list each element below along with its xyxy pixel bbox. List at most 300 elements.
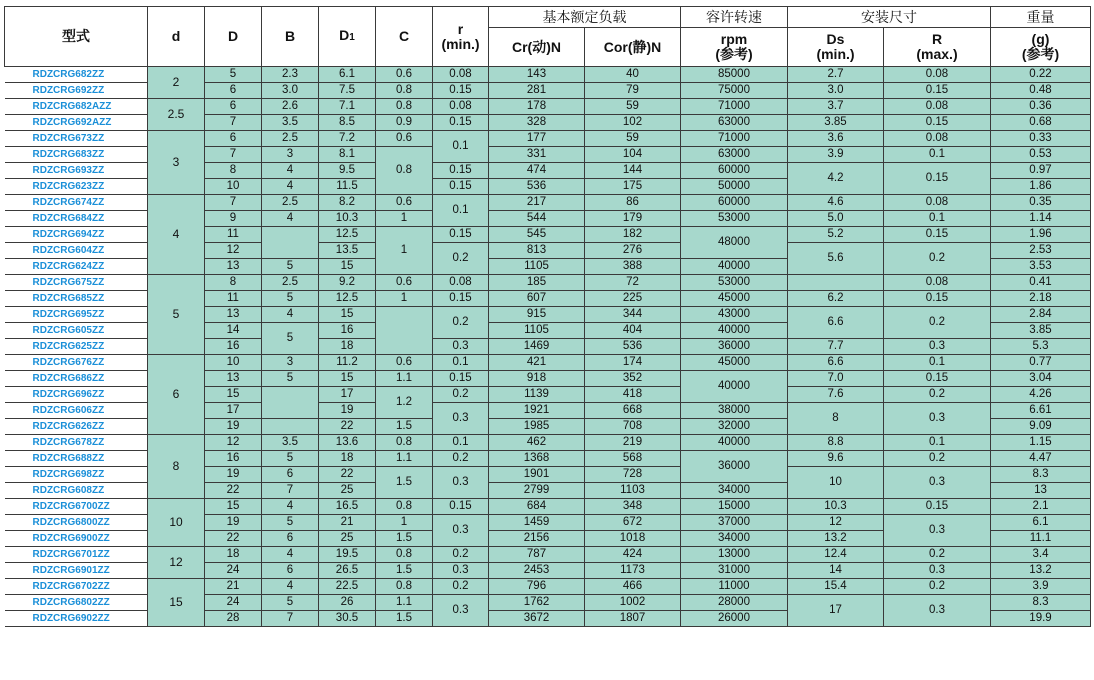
cell-cor: 344 xyxy=(585,307,681,323)
cell-b xyxy=(262,227,319,259)
cell-b: 4 xyxy=(262,547,319,563)
cell-r: 0.3 xyxy=(433,563,489,579)
cell-d1: 7.2 xyxy=(319,131,376,147)
cell-rpm: 71000 xyxy=(681,99,788,115)
cell-cor: 219 xyxy=(585,435,681,451)
cell-d: 22 xyxy=(205,531,262,547)
cell-r: 0.2 xyxy=(884,243,991,275)
model-code[interactable]: RDZCRG676ZZ xyxy=(5,355,148,371)
cell-d1: 15 xyxy=(319,307,376,323)
model-code[interactable]: RDZCRG696ZZ xyxy=(5,387,148,403)
cell-d: 12 xyxy=(205,243,262,259)
model-code[interactable]: RDZCRG698ZZ xyxy=(5,467,148,483)
cell-g: 0.22 xyxy=(991,67,1091,83)
cell-r: 0.3 xyxy=(884,515,991,547)
model-code[interactable]: RDZCRG684ZZ xyxy=(5,211,148,227)
cell-d: 21 xyxy=(205,579,262,595)
cell-cr: 143 xyxy=(489,67,585,83)
cell-cr: 684 xyxy=(489,499,585,515)
cell-c: 0.8 xyxy=(376,579,433,595)
cell-g: 9.09 xyxy=(991,419,1091,435)
cell-d: 22 xyxy=(205,483,262,499)
cell-b: 5 xyxy=(262,371,319,387)
cell-r: 0.15 xyxy=(884,291,991,307)
cell-ds: 3.6 xyxy=(788,131,884,147)
cell-rpm: 40000 xyxy=(681,323,788,339)
model-code[interactable]: RDZCRG674ZZ xyxy=(5,195,148,211)
model-code[interactable]: RDZCRG688ZZ xyxy=(5,451,148,467)
cell-c: 1.1 xyxy=(376,451,433,467)
cell-d: 17 xyxy=(205,403,262,419)
cell-cor: 536 xyxy=(585,339,681,355)
cell-ds: 12 xyxy=(788,515,884,531)
cell-cor: 404 xyxy=(585,323,681,339)
cell-r: 0.15 xyxy=(433,179,489,195)
cell-b: 2.5 xyxy=(262,275,319,291)
table-row xyxy=(5,355,1091,371)
cell-rpm: 45000 xyxy=(681,355,788,371)
cell-r: 0.2 xyxy=(433,579,489,595)
cell-g: 0.77 xyxy=(991,355,1091,371)
cell-ds: 8.8 xyxy=(788,435,884,451)
cell-c: 0.9 xyxy=(376,115,433,131)
cell-b: 6 xyxy=(262,563,319,579)
cell-d1: 9.5 xyxy=(319,163,376,179)
cell-cr: 915 xyxy=(489,307,585,323)
cell-g: 8.3 xyxy=(991,595,1091,611)
cell-b: 2.6 xyxy=(262,99,319,115)
cell-g: 4.47 xyxy=(991,451,1091,467)
cell-cr: 544 xyxy=(489,211,585,227)
cell-d: 6 xyxy=(148,355,205,435)
cell-d1: 18 xyxy=(319,339,376,355)
model-code[interactable]: RDZCRG678ZZ xyxy=(5,435,148,451)
cell-ds: 15.4 xyxy=(788,579,884,595)
bearing-spec-table xyxy=(4,6,1091,627)
cell-d1: 8.2 xyxy=(319,195,376,211)
cell-d1: 22 xyxy=(319,419,376,435)
cell-g: 1.15 xyxy=(991,435,1091,451)
cell-d1: 9.2 xyxy=(319,275,376,291)
cell-cor: 1103 xyxy=(585,483,681,499)
cell-cor: 352 xyxy=(585,371,681,387)
header-d: d xyxy=(148,7,205,67)
cell-rpm: 37000 xyxy=(681,515,788,531)
cell-r: 0.3 xyxy=(433,339,489,355)
cell-d: 28 xyxy=(205,611,262,627)
cell-b: 4 xyxy=(262,579,319,595)
cell-b xyxy=(262,419,319,435)
cell-d: 7 xyxy=(205,115,262,131)
model-code[interactable]: RDZCRG6800ZZ xyxy=(5,515,148,531)
model-code[interactable]: RDZCRG6901ZZ xyxy=(5,563,148,579)
model-code[interactable]: RDZCRG692ZZ xyxy=(5,83,148,99)
cell-r: 0.08 xyxy=(433,275,489,291)
cell-ds: 3.7 xyxy=(788,99,884,115)
cell-ds xyxy=(788,275,884,291)
cell-d1: 19.5 xyxy=(319,547,376,563)
cell-cr: 421 xyxy=(489,355,585,371)
cell-r: 0.1 xyxy=(884,147,991,163)
cell-d1: 8.1 xyxy=(319,147,376,163)
cell-g: 0.35 xyxy=(991,195,1091,211)
cell-r: 0.15 xyxy=(884,371,991,387)
cell-g: 0.36 xyxy=(991,99,1091,115)
cell-d: 6 xyxy=(205,131,262,147)
cell-d: 13 xyxy=(205,371,262,387)
cell-cor: 182 xyxy=(585,227,681,243)
cell-d1: 26 xyxy=(319,595,376,611)
cell-d1: 7.1 xyxy=(319,99,376,115)
cell-cr: 1139 xyxy=(489,387,585,403)
cell-b: 5 xyxy=(262,323,319,355)
cell-r: 0.3 xyxy=(433,467,489,499)
cell-r: 0.15 xyxy=(433,371,489,387)
cell-r: 0.3 xyxy=(884,403,991,435)
cell-rpm: 45000 xyxy=(681,291,788,307)
cell-ds: 7.0 xyxy=(788,371,884,387)
cell-r: 0.2 xyxy=(884,387,991,403)
cell-r: 0.3 xyxy=(433,595,489,627)
table-header xyxy=(5,7,1091,67)
cell-rpm: 31000 xyxy=(681,563,788,579)
cell-cor: 40 xyxy=(585,67,681,83)
cell-r: 0.1 xyxy=(433,195,489,227)
cell-cr: 607 xyxy=(489,291,585,307)
model-code[interactable]: RDZCRG624ZZ xyxy=(5,259,148,275)
cell-g: 4.26 xyxy=(991,387,1091,403)
cell-d1: 15 xyxy=(319,371,376,387)
header-weight-group: 重量 xyxy=(991,7,1091,28)
cell-g: 6.61 xyxy=(991,403,1091,419)
cell-d: 19 xyxy=(205,515,262,531)
model-code[interactable]: RDZCRG606ZZ xyxy=(5,403,148,419)
model-code[interactable]: RDZCRG604ZZ xyxy=(5,243,148,259)
cell-cr: 536 xyxy=(489,179,585,195)
cell-c: 1.5 xyxy=(376,531,433,547)
cell-rpm: 11000 xyxy=(681,579,788,595)
cell-cor: 568 xyxy=(585,451,681,467)
cell-c: 0.6 xyxy=(376,355,433,371)
cell-d1: 11.5 xyxy=(319,179,376,195)
cell-cr: 1469 xyxy=(489,339,585,355)
cell-cor: 225 xyxy=(585,291,681,307)
cell-d: 13 xyxy=(205,307,262,323)
cell-g: 3.53 xyxy=(991,259,1091,275)
cell-b: 2.5 xyxy=(262,131,319,147)
cell-ds: 17 xyxy=(788,595,884,627)
model-code[interactable]: RDZCRG694ZZ xyxy=(5,227,148,243)
cell-rpm: 53000 xyxy=(681,275,788,291)
cell-cor: 174 xyxy=(585,355,681,371)
cell-d: 8 xyxy=(205,275,262,291)
cell-r: 0.15 xyxy=(433,227,489,243)
cell-rpm: 43000 xyxy=(681,307,788,323)
model-code[interactable]: RDZCRG6802ZZ xyxy=(5,595,148,611)
cell-d: 11 xyxy=(205,291,262,307)
cell-cor: 179 xyxy=(585,211,681,227)
cell-d: 14 xyxy=(205,323,262,339)
cell-c: 1.5 xyxy=(376,467,433,499)
cell-d: 2.5 xyxy=(148,99,205,131)
model-code[interactable]: RDZCRG623ZZ xyxy=(5,179,148,195)
cell-cor: 79 xyxy=(585,83,681,99)
cell-r: 0.15 xyxy=(433,83,489,99)
cell-d1: 26.5 xyxy=(319,563,376,579)
cell-c: 0.8 xyxy=(376,499,433,515)
cell-b: 3 xyxy=(262,147,319,163)
cell-g: 2.18 xyxy=(991,291,1091,307)
cell-d: 16 xyxy=(205,339,262,355)
cell-d1: 6.1 xyxy=(319,67,376,83)
cell-r: 0.15 xyxy=(884,499,991,515)
cell-ds: 7.6 xyxy=(788,387,884,403)
cell-cor: 1173 xyxy=(585,563,681,579)
cell-r: 0.3 xyxy=(433,515,489,547)
cell-b: 3 xyxy=(262,355,319,371)
cell-d: 5 xyxy=(205,67,262,83)
cell-rpm: 34000 xyxy=(681,483,788,499)
cell-r: 0.15 xyxy=(884,163,991,195)
cell-b: 5 xyxy=(262,259,319,275)
cell-d1: 13.5 xyxy=(319,243,376,259)
header-cor: Cor(静)N xyxy=(585,28,681,67)
cell-g: 3.9 xyxy=(991,579,1091,595)
cell-r: 0.15 xyxy=(884,115,991,131)
cell-cor: 708 xyxy=(585,419,681,435)
cell-ds: 10 xyxy=(788,467,884,499)
model-code[interactable]: RDZCRG6702ZZ xyxy=(5,579,148,595)
cell-r: 0.3 xyxy=(884,563,991,579)
cell-ds: 10.3 xyxy=(788,499,884,515)
cell-g: 3.4 xyxy=(991,547,1091,563)
cell-r: 0.2 xyxy=(433,547,489,563)
cell-r: 0.15 xyxy=(433,115,489,131)
table-row xyxy=(5,67,1091,83)
cell-d: 8 xyxy=(148,435,205,499)
cell-ds: 3.85 xyxy=(788,115,884,131)
cell-g: 11.1 xyxy=(991,531,1091,547)
cell-d1: 19 xyxy=(319,403,376,419)
cell-r: 0.15 xyxy=(433,291,489,307)
model-code[interactable]: RDZCRG693ZZ xyxy=(5,163,148,179)
cell-b: 3.0 xyxy=(262,83,319,99)
model-code[interactable]: RDZCRG6902ZZ xyxy=(5,611,148,627)
cell-d: 24 xyxy=(205,595,262,611)
model-code[interactable]: RDZCRG626ZZ xyxy=(5,419,148,435)
model-code[interactable]: RDZCRG608ZZ xyxy=(5,483,148,499)
cell-cr: 1921 xyxy=(489,403,585,419)
cell-cr: 1105 xyxy=(489,323,585,339)
model-code[interactable]: RDZCRG6900ZZ xyxy=(5,531,148,547)
cell-cr: 1901 xyxy=(489,467,585,483)
cell-c: 0.8 xyxy=(376,83,433,99)
model-code[interactable]: RDZCRG605ZZ xyxy=(5,323,148,339)
cell-cr: 2156 xyxy=(489,531,585,547)
cell-r: 0.2 xyxy=(433,451,489,467)
cell-d: 7 xyxy=(205,195,262,211)
cell-g: 1.86 xyxy=(991,179,1091,195)
cell-r: 0.1 xyxy=(433,131,489,163)
cell-d1: 13.6 xyxy=(319,435,376,451)
cell-rpm: 34000 xyxy=(681,531,788,547)
cell-r: 0.1 xyxy=(884,435,991,451)
model-code[interactable]: RDZCRG682ZZ xyxy=(5,67,148,83)
cell-cr: 1105 xyxy=(489,259,585,275)
cell-d1: 22.5 xyxy=(319,579,376,595)
cell-cor: 59 xyxy=(585,99,681,115)
cell-d: 15 xyxy=(205,387,262,403)
cell-g: 5.3 xyxy=(991,339,1091,355)
cell-cr: 1368 xyxy=(489,451,585,467)
cell-d: 2 xyxy=(148,67,205,99)
cell-d: 4 xyxy=(148,195,205,275)
model-code[interactable]: RDZCRG686ZZ xyxy=(5,371,148,387)
cell-ds: 14 xyxy=(788,563,884,579)
cell-d1: 17 xyxy=(319,387,376,403)
cell-cor: 59 xyxy=(585,131,681,147)
model-code[interactable]: RDZCRG683ZZ xyxy=(5,147,148,163)
cell-cor: 144 xyxy=(585,163,681,179)
table-body xyxy=(5,67,1091,627)
cell-cor: 86 xyxy=(585,195,681,211)
cell-d: 16 xyxy=(205,451,262,467)
cell-d: 10 xyxy=(205,355,262,371)
cell-b: 7 xyxy=(262,611,319,627)
cell-d1: 18 xyxy=(319,451,376,467)
cell-cor: 72 xyxy=(585,275,681,291)
cell-d: 12 xyxy=(148,547,205,579)
cell-cor: 104 xyxy=(585,147,681,163)
cell-b: 2.5 xyxy=(262,195,319,211)
cell-d: 15 xyxy=(205,499,262,515)
cell-rpm: 40000 xyxy=(681,435,788,451)
cell-d1: 7.5 xyxy=(319,83,376,99)
header-C: C xyxy=(376,7,433,67)
cell-g: 3.04 xyxy=(991,371,1091,387)
cell-c: 0.8 xyxy=(376,147,433,195)
cell-g: 0.33 xyxy=(991,131,1091,147)
cell-r: 0.08 xyxy=(884,195,991,211)
cell-r: 0.3 xyxy=(884,467,991,499)
cell-d: 12 xyxy=(205,435,262,451)
cell-r: 0.2 xyxy=(433,243,489,275)
cell-b: 3.5 xyxy=(262,115,319,131)
cell-g: 0.48 xyxy=(991,83,1091,99)
model-code[interactable]: RDZCRG6701ZZ xyxy=(5,547,148,563)
cell-g: 2.1 xyxy=(991,499,1091,515)
cell-d: 10 xyxy=(205,179,262,195)
cell-d: 11 xyxy=(205,227,262,243)
cell-cr: 796 xyxy=(489,579,585,595)
cell-c: 0.6 xyxy=(376,131,433,147)
cell-c: 1.2 xyxy=(376,387,433,419)
cell-b: 6 xyxy=(262,531,319,547)
cell-cr: 331 xyxy=(489,147,585,163)
cell-cr: 1985 xyxy=(489,419,585,435)
model-code[interactable]: RDZCRG6700ZZ xyxy=(5,499,148,515)
cell-cr: 281 xyxy=(489,83,585,99)
model-code[interactable]: RDZCRG695ZZ xyxy=(5,307,148,323)
cell-d: 5 xyxy=(148,275,205,355)
header-rpm: rpm (参考) xyxy=(681,28,788,67)
cell-b: 4 xyxy=(262,211,319,227)
cell-r: 0.08 xyxy=(884,275,991,291)
cell-cor: 348 xyxy=(585,499,681,515)
cell-r: 0.2 xyxy=(884,547,991,563)
cell-c: 0.6 xyxy=(376,67,433,83)
model-code[interactable]: RDZCRG625ZZ xyxy=(5,339,148,355)
model-code[interactable]: RDZCRG682AZZ xyxy=(5,99,148,115)
model-code[interactable]: RDZCRG673ZZ xyxy=(5,131,148,147)
cell-cr: 3672 xyxy=(489,611,585,627)
cell-rpm: 13000 xyxy=(681,547,788,563)
cell-ds: 5.6 xyxy=(788,243,884,275)
cell-c: 0.8 xyxy=(376,99,433,115)
cell-ds: 12.4 xyxy=(788,547,884,563)
cell-rpm: 63000 xyxy=(681,115,788,131)
cell-rpm: 85000 xyxy=(681,67,788,83)
cell-c: 0.6 xyxy=(376,195,433,211)
cell-r: 0.15 xyxy=(433,499,489,515)
cell-rpm: 40000 xyxy=(681,371,788,403)
model-code[interactable]: RDZCRG675ZZ xyxy=(5,275,148,291)
cell-ds: 9.6 xyxy=(788,451,884,467)
cell-cor: 102 xyxy=(585,115,681,131)
header-speed-group: 容许转速 xyxy=(681,7,788,28)
cell-r: 0.1 xyxy=(884,355,991,371)
cell-rpm: 36000 xyxy=(681,451,788,483)
cell-d: 13 xyxy=(205,259,262,275)
cell-c: 1 xyxy=(376,227,433,275)
cell-g: 0.68 xyxy=(991,115,1091,131)
cell-r: 0.15 xyxy=(433,163,489,179)
cell-b: 5 xyxy=(262,595,319,611)
cell-r: 0.08 xyxy=(433,67,489,83)
cell-b: 2.3 xyxy=(262,67,319,83)
cell-d: 3 xyxy=(148,131,205,195)
model-code[interactable]: RDZCRG692AZZ xyxy=(5,115,148,131)
cell-d1: 11.2 xyxy=(319,355,376,371)
cell-cor: 388 xyxy=(585,259,681,275)
cell-cor: 668 xyxy=(585,403,681,419)
cell-ds: 8 xyxy=(788,403,884,435)
cell-cor: 175 xyxy=(585,179,681,195)
cell-d: 6 xyxy=(205,83,262,99)
cell-ds: 7.7 xyxy=(788,339,884,355)
model-code[interactable]: RDZCRG685ZZ xyxy=(5,291,148,307)
cell-rpm: 75000 xyxy=(681,83,788,99)
cell-cr: 545 xyxy=(489,227,585,243)
table-row xyxy=(5,99,1091,115)
header-weight: (g) (参考) xyxy=(991,28,1091,67)
header-mount-group: 安装尺寸 xyxy=(788,7,991,28)
header-model: 型式 xyxy=(5,7,148,67)
header-ds: Ds (min.) xyxy=(788,28,884,67)
cell-rpm: 63000 xyxy=(681,147,788,163)
cell-cr: 918 xyxy=(489,371,585,387)
cell-rpm: 48000 xyxy=(681,227,788,259)
cell-r: 0.1 xyxy=(433,435,489,451)
cell-b: 5 xyxy=(262,291,319,307)
cell-c: 1 xyxy=(376,291,433,307)
cell-d: 15 xyxy=(148,579,205,627)
cell-ds: 6.6 xyxy=(788,307,884,339)
cell-r: 0.1 xyxy=(884,211,991,227)
cell-g: 2.53 xyxy=(991,243,1091,259)
cell-cor: 418 xyxy=(585,387,681,403)
cell-b: 4 xyxy=(262,307,319,323)
